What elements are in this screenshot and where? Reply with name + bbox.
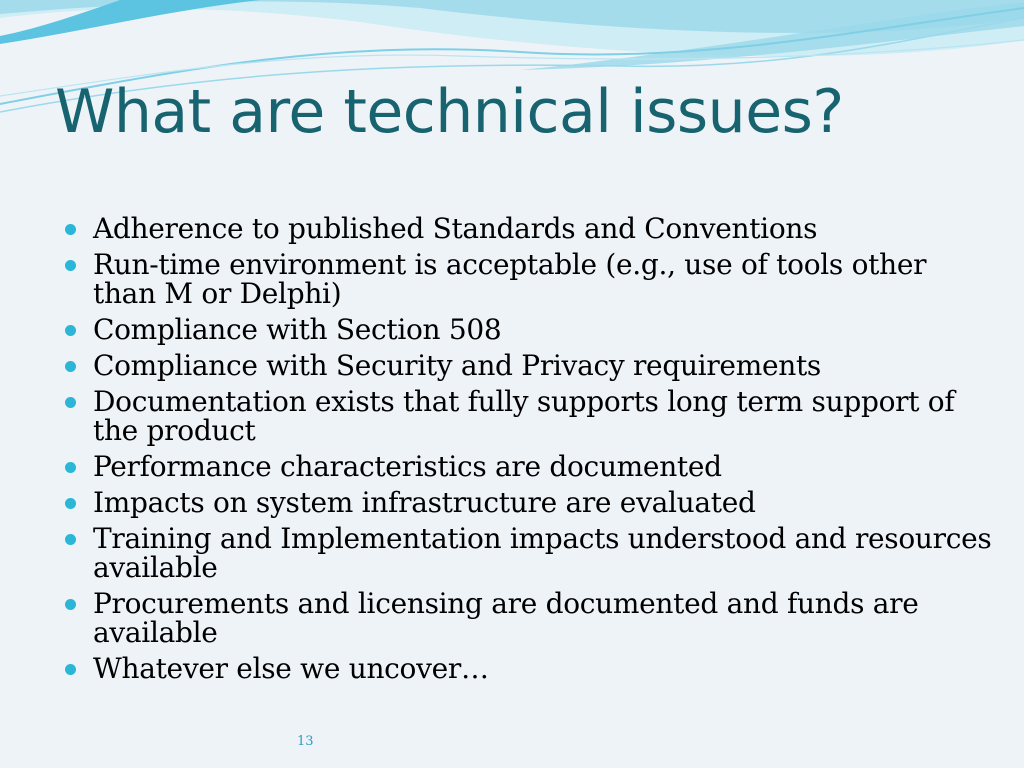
bullet-dot-icon bbox=[65, 664, 76, 675]
list-item bbox=[62, 315, 992, 344]
bullet-text: Training and Implementation impacts understood and resources available bbox=[93, 522, 992, 584]
list-item bbox=[62, 351, 992, 380]
list-item bbox=[62, 524, 992, 582]
bullet-dot-icon bbox=[65, 397, 76, 408]
bullet-dot-icon bbox=[65, 325, 76, 336]
bullet-text: Whatever else we uncover… bbox=[93, 652, 489, 685]
bullet-dot-icon bbox=[65, 260, 76, 271]
bullet-dot-icon bbox=[65, 361, 76, 372]
bullet-dot-icon bbox=[65, 498, 76, 509]
bullet-text: Procurements and licensing are documented and funds are available bbox=[93, 587, 919, 649]
list-item bbox=[62, 589, 992, 647]
bullet-dot-icon bbox=[65, 224, 76, 235]
bullet-dot-icon bbox=[65, 462, 76, 473]
bullet-text: Impacts on system infrastructure are evaluated bbox=[93, 486, 756, 519]
list-item bbox=[62, 250, 992, 308]
bullet-text: Compliance with Section 508 bbox=[93, 313, 502, 346]
bullet-text: Performance characteristics are documented bbox=[93, 450, 722, 483]
bullet-text: Documentation exists that fully supports long term support of the product bbox=[93, 385, 955, 447]
bullet-text: Adherence to published Standards and Conventions bbox=[93, 212, 818, 245]
slide-title: What are technical issues? bbox=[55, 77, 844, 147]
list-item bbox=[62, 452, 992, 481]
bullet-dot-icon bbox=[65, 599, 76, 610]
bullet-text: Run-time environment is acceptable (e.g., use of tools other than M or Delphi) bbox=[93, 248, 927, 310]
list-item bbox=[62, 488, 992, 517]
list-item bbox=[62, 387, 992, 445]
bullet-dot-icon bbox=[65, 534, 76, 545]
slide-number: 13 bbox=[297, 734, 314, 749]
list-item bbox=[62, 654, 992, 683]
bullet-text: Compliance with Security and Privacy requirements bbox=[93, 349, 821, 382]
bullet-list bbox=[62, 214, 992, 690]
list-item bbox=[62, 214, 992, 243]
